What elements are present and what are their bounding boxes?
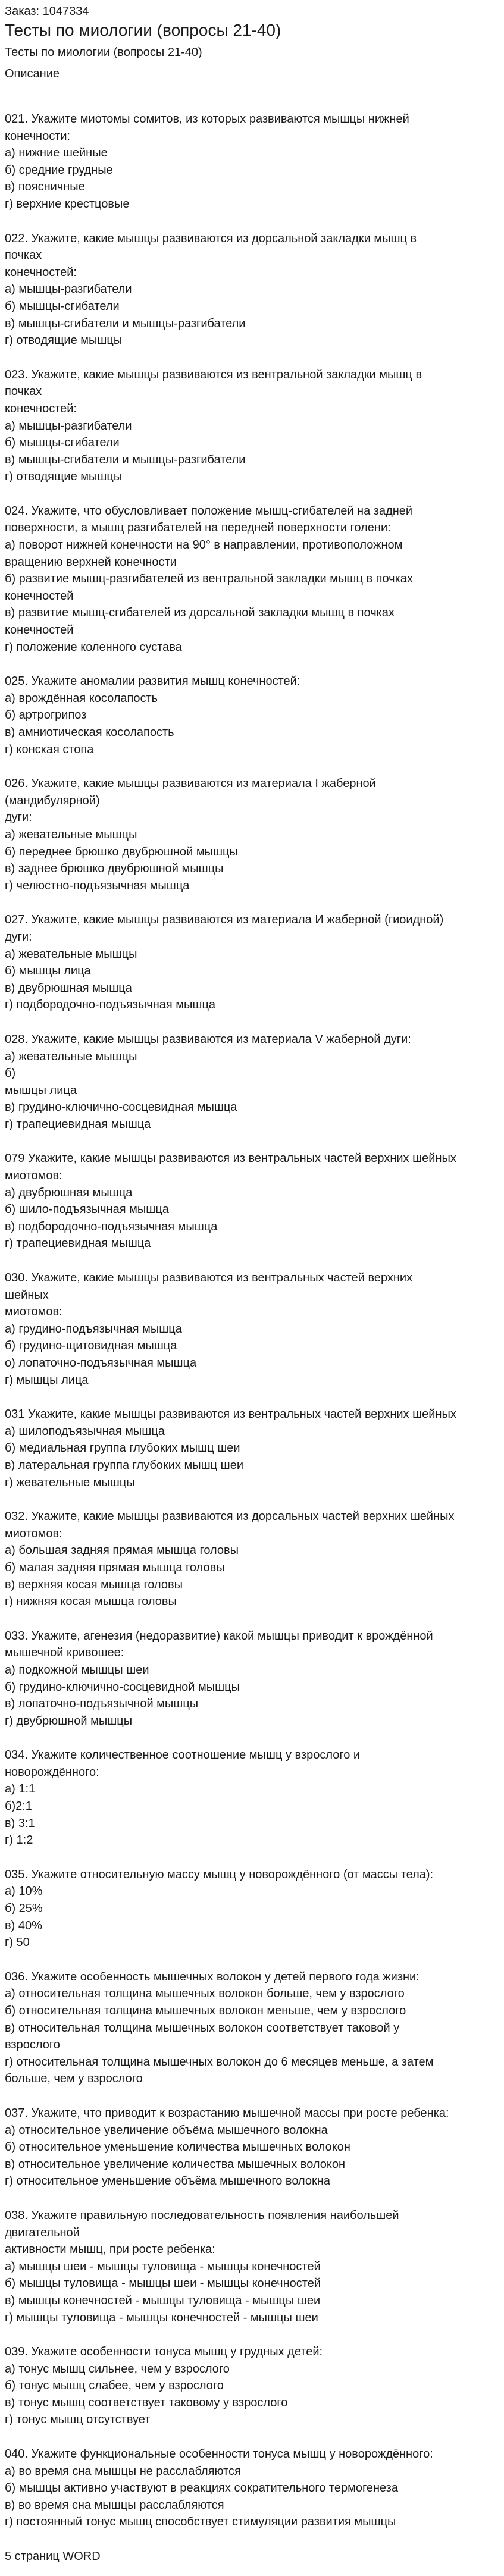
question-line: в) развитие мышц-сгибателей из дорсальной закладки мышц в почках	[5, 606, 395, 620]
question-line: а) тонус мышц сильнее, чем у взрослого	[5, 2362, 230, 2376]
question-text: 028. Укажите, какие мышцы развиваются из материала V жаберной дуги:	[5, 1032, 411, 1046]
question-block	[5, 1969, 499, 2088]
question-line: конечностей:	[5, 265, 77, 279]
question-text: 026. Укажите, какие мышцы развиваются из материала I жаберной	[5, 777, 376, 791]
question-line: а) относительное увеличение объёма мышечного волокна	[5, 2123, 328, 2137]
question-line: миотомов:	[5, 1305, 62, 1319]
question-block	[5, 230, 499, 349]
question-text: 040. Укажите функциональные особенности тонуса мышц у новорождённого:	[5, 2447, 433, 2461]
question-block	[5, 1747, 499, 1849]
question-line: б) малая задняя прямая мышца головы	[5, 1560, 225, 1574]
question-text: 037. Укажите, что приводит к возрастанию мышечной массы при росте ребенка:	[5, 2106, 449, 2120]
question-text: 027. Укажите, какие мышцы развиваются из материала И жаберной (гиоидной)	[5, 913, 444, 927]
description-label: Описание	[5, 67, 60, 80]
question-line: б) мышцы активно участвуют в реакциях сократительного термогенеза	[5, 2481, 398, 2495]
question-text: 025. Укажите аномалии развития мышц конечностей:	[5, 675, 300, 688]
question-line: вращению верхней конечности	[5, 555, 177, 569]
question-line: в) относительное увеличение количества мышечных волокон	[5, 2157, 346, 2171]
question-line: а) нижние шейные	[5, 146, 108, 160]
question-line: б) 25%	[5, 1902, 43, 1916]
question-line: а) жевательные мышцы	[5, 947, 137, 961]
question-text: 021. Укажите миотомы сомитов, из которых развиваются мышцы нижней	[5, 112, 409, 126]
question-block	[5, 1031, 499, 1133]
question-line: почках	[5, 249, 42, 262]
question-line: в) мышцы-сгибатели и мышцы-разгибатели	[5, 316, 246, 330]
question-line: двигательной	[5, 2226, 80, 2239]
question-line: б) медиальная группа глубоких мышц шеи	[5, 1441, 240, 1455]
question-line: новорождённого:	[5, 1765, 99, 1779]
question-line: г) жевательные мышцы	[5, 1475, 135, 1489]
question-text: 038. Укажите правильную последовательность появления наибольшей	[5, 2208, 399, 2222]
question-line: (мандибулярной)	[5, 794, 100, 807]
question-line: а) мышцы шеи - мышцы туловища - мышцы конечностей	[5, 2260, 321, 2273]
question-line: г) верхние крестцовые	[5, 197, 130, 211]
question-line: поверхности, а мышц разгибателей на передней поверхности голени:	[5, 521, 391, 535]
question-line: а) поворот нижней конечности на 90° в направлении, противоположном	[5, 538, 403, 552]
question-line: а) мышцы-разгибатели	[5, 283, 132, 296]
question-line: б) грудино-ключично-сосцевидной мышцы	[5, 1680, 240, 1694]
question-line: а) шилоподъязычная мышца	[5, 1424, 165, 1438]
question-line: в) заднее брюшко двубрюшной мышцы	[5, 862, 224, 876]
question-block	[5, 2105, 499, 2190]
question-line: дуги:	[5, 811, 32, 825]
question-block	[5, 1866, 499, 1951]
question-line: б) мышцы-сгибатели	[5, 299, 120, 313]
question-line: а) подкожной мышцы шеи	[5, 1663, 149, 1676]
question-line: миотомов:	[5, 1527, 62, 1540]
question-line: г) челюстно-подъязычная мышца	[5, 879, 190, 892]
question-block	[5, 2446, 499, 2531]
question-block	[5, 673, 499, 758]
page-count: 5 страниц WORD	[5, 2550, 101, 2564]
question-text: 024. Укажите, что обусловливает положение мышц-сгибателей на задней	[5, 504, 413, 518]
question-line: б) относительное уменьшение количества мышечных волокон	[5, 2141, 350, 2154]
question-line: г) двубрюшной мышцы	[5, 1714, 133, 1728]
question-line: а) жевательные мышцы	[5, 1049, 137, 1063]
question-line: г) 50	[5, 1936, 30, 1950]
question-text: 079 Укажите, какие мышцы развиваются из вентральных частей верхних шейных	[5, 1152, 456, 1165]
question-line: б) переднее брюшко двубрюшной мышцы	[5, 845, 238, 858]
question-block	[5, 1406, 499, 1491]
question-text: 022. Укажите, какие мышцы развиваются из дорсальной закладки мышц в	[5, 231, 417, 245]
question-line: б) относительная толщина мышечных волокон меньше, чем у взрослого	[5, 2004, 406, 2017]
question-line: а) во время сна мышцы не расслабляются	[5, 2464, 241, 2478]
question-line: а) жевательные мышцы	[5, 828, 137, 841]
question-line: в) подбородочно-подъязычная мышца	[5, 1220, 218, 1233]
question-line: а) 10%	[5, 1885, 43, 1898]
question-line: г) трапециевидная мышца	[5, 1237, 151, 1251]
question-block	[5, 2343, 499, 2428]
question-line: в) поясничные	[5, 180, 85, 194]
question-block	[5, 1508, 499, 1610]
question-text: 036. Укажите особенность мышечных волокон у детей первого года жизни:	[5, 1970, 420, 1983]
question-line: в) во время сна мышцы расслабляются	[5, 2498, 224, 2512]
question-block	[5, 503, 499, 656]
question-line: конечностей	[5, 623, 74, 637]
question-text: 023. Укажите, какие мышцы развиваются из вентральной закладки мышц в	[5, 368, 422, 381]
question-line: взрослого	[5, 2038, 60, 2052]
question-line: б)	[5, 1067, 16, 1080]
question-line: дуги:	[5, 930, 32, 944]
question-line: г) постоянный тонус мышц способствует стимуляции развития мышцы	[5, 2515, 396, 2529]
question-line: в) латеральная группа глубоких мышц шеи	[5, 1458, 244, 1472]
question-line: а) мышцы-разгибатели	[5, 419, 132, 433]
question-line: мышечной кривошее:	[5, 1646, 124, 1660]
question-line: г) отводящие мышцы	[5, 470, 123, 484]
question-line: г) подбородочно-подъязычная мышца	[5, 998, 216, 1012]
question-line: а) врождённая косолапость	[5, 691, 158, 705]
question-line: г) нижняя косая мышца головы	[5, 1595, 177, 1609]
question-line: больше, чем у взрослого	[5, 2072, 143, 2086]
question-text: 030. Укажите, какие мышцы развиваются из вентральных частей верхних	[5, 1271, 413, 1285]
question-line: г) трапециевидная мышца	[5, 1117, 151, 1131]
question-line: а) 1:1	[5, 1782, 36, 1796]
question-block	[5, 111, 499, 213]
question-text: 035. Укажите относительную массу мышц у новорождённого (от массы тела):	[5, 1867, 434, 1881]
question-line: активности мышц, при росте ребенка:	[5, 2243, 215, 2257]
question-line: б) шило-подъязычная мышца	[5, 1203, 169, 1217]
questions-list	[5, 111, 499, 2531]
question-line: г) отводящие мышцы	[5, 334, 123, 347]
question-line: в) 3:1	[5, 1816, 35, 1830]
question-line: б) средние грудные	[5, 163, 113, 177]
question-line: в) лопаточно-подъязычной мышцы	[5, 1697, 199, 1711]
question-line: б) грудино-щитовидная мышца	[5, 1339, 177, 1353]
question-block	[5, 775, 499, 894]
question-block	[5, 1150, 499, 1252]
question-line: в) относительная толщина мышечных волокон соответствует таковой у	[5, 2021, 400, 2035]
question-line: б)2:1	[5, 1800, 32, 1813]
page-title: Тесты по миологии (вопросы 21-40)	[5, 21, 281, 39]
question-line: почках	[5, 385, 42, 399]
question-line: в) 40%	[5, 1919, 42, 1932]
question-line: б) артрогрипоз	[5, 709, 87, 722]
question-line: в) амниотическая косолапость	[5, 726, 174, 739]
question-line: в) мышцы-сгибатели и мышцы-разгибатели	[5, 453, 246, 466]
question-line: в) верхняя косая мышца головы	[5, 1578, 183, 1591]
page-subtitle: Тесты по миологии (вопросы 21-40)	[5, 46, 202, 59]
question-line: г) конская стопа	[5, 742, 94, 756]
question-line: в) двубрюшная мышца	[5, 981, 132, 995]
question-line: б) мышцы лица	[5, 964, 91, 978]
question-text: 031 Укажите, какие мышцы развиваются из вентральных частей верхних шейных	[5, 1408, 456, 1421]
question-line: б) мышцы-сгибатели	[5, 436, 120, 450]
question-text: 034. Укажите количественное соотношение мышц у взрослого и	[5, 1748, 361, 1762]
question-line: о) лопаточно-подъязычная мышца	[5, 1356, 197, 1370]
question-line: г) тонус мышц отсутствует	[5, 2413, 151, 2427]
question-line: миотомов:	[5, 1169, 62, 1183]
question-line: конечностей	[5, 589, 74, 603]
question-line: конечности:	[5, 129, 71, 143]
question-line: а) двубрюшная мышца	[5, 1186, 133, 1199]
question-line: г) мышцы туловища - мышцы конечностей - мышцы шеи	[5, 2311, 318, 2324]
question-line: г) относительное уменьшение объёма мышечного волокна	[5, 2174, 330, 2188]
question-line: а) грудино-подъязычная мышца	[5, 1322, 182, 1336]
question-block	[5, 911, 499, 1014]
question-text: 039. Укажите особенности тонуса мышц у грудных детей:	[5, 2345, 323, 2359]
question-text: 033. Укажите, агенезия (недоразвитие) какой мышцы приводит к врождённой	[5, 1629, 433, 1643]
question-line: в) грудино-ключично-сосцевидная мышца	[5, 1101, 237, 1114]
question-line: б) мышцы туловища - мышцы шеи - мышцы конечностей	[5, 2277, 321, 2290]
question-line: г) мышцы лица	[5, 1373, 89, 1387]
question-line: в) тонус мышц соответствует таковому у взрослого	[5, 2396, 288, 2409]
question-block	[5, 366, 499, 485]
question-line: шейных	[5, 1288, 49, 1302]
question-line: мышцы лица	[5, 1083, 77, 1097]
question-line: б) тонус мышц слабее, чем у взрослого	[5, 2379, 224, 2393]
question-line: а) большая задняя прямая мышца головы	[5, 1544, 239, 1557]
question-line: б) развитие мышц-разгибателей из вентральной закладки мышц в почках	[5, 572, 413, 586]
question-block	[5, 2207, 499, 2326]
question-line: г) положение коленного сустава	[5, 640, 182, 654]
question-text: 032. Укажите, какие мышцы развиваются из дорсальных частей верхних шейных	[5, 1510, 455, 1524]
question-block	[5, 1270, 499, 1389]
order-number: Заказ: 1047334	[5, 5, 89, 18]
question-line: г) 1:2	[5, 1834, 33, 1847]
question-line: конечностей:	[5, 402, 77, 415]
question-block	[5, 1628, 499, 1730]
question-line: в) мышцы конечностей - мышцы туловища - мышцы шеи	[5, 2293, 321, 2307]
question-line: а) относительная толщина мышечных волокон больше, чем у взрослого	[5, 1987, 405, 2001]
question-line: г) относительная толщина мышечных волокон до 6 месяцев меньше, а затем	[5, 2055, 434, 2069]
